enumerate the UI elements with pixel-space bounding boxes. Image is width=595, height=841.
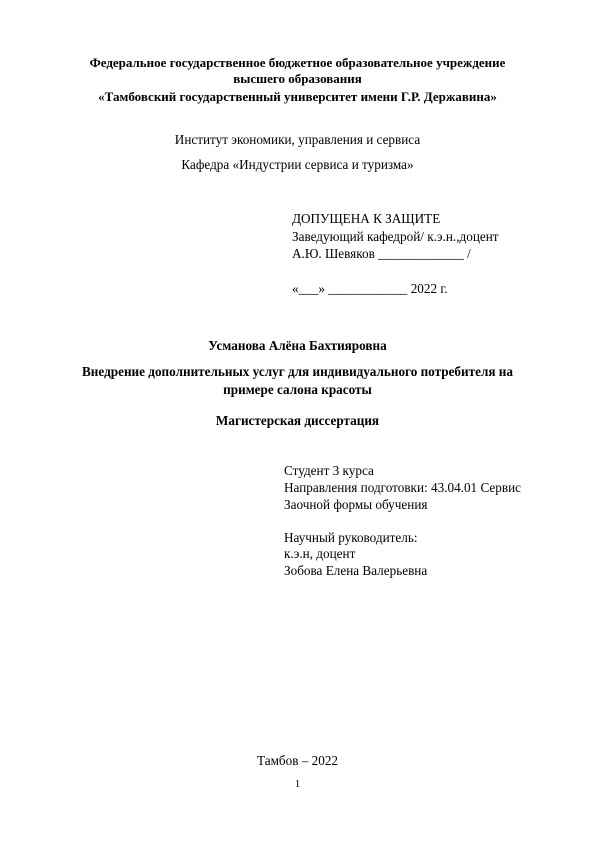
student-course: Студент 3 курса <box>284 463 374 478</box>
supervisor-label: Научный руководитель: <box>284 530 418 545</box>
university-header-line3: «Тамбовский государственный университет имени Г.Р. Державина» <box>98 89 497 104</box>
city-year: Тамбов – 2022 <box>256 753 339 768</box>
author-name: Усманова Алёна Бахтияровна <box>208 338 387 353</box>
student-direction: Направления подготовки: 43.04.01 Сервис <box>284 480 521 495</box>
thesis-title-line1: Внедрение дополнительных услуг для индивидуального потребителя на <box>82 364 513 379</box>
university-header-line1: Федеральное государственное бюджетное образовательное учреждение <box>89 55 506 70</box>
student-form: Заочной формы обучения <box>284 497 428 512</box>
university-header-line2: высшего образования <box>233 71 362 86</box>
supervisor-degree: к.э.н, доцент <box>284 546 356 561</box>
thesis-title-line2: примере салона красоты <box>223 382 372 397</box>
work-type: Магистерская диссертация <box>215 413 380 428</box>
admission-head: А.Ю. Шевяков _____________ / <box>292 246 471 261</box>
institute-name: Институт экономики, управления и сервиса <box>174 132 421 147</box>
admission-position: Заведующий кафедрой/ к.э.н.,доцент <box>292 229 499 244</box>
department-name: Кафедра «Индустрии сервиса и туризма» <box>181 157 414 172</box>
page-number: 1 <box>294 778 301 790</box>
admission-title: ДОПУЩЕНА К ЗАЩИТЕ <box>292 211 441 226</box>
supervisor-name: Зобова Елена Валерьевна <box>284 563 428 578</box>
admission-date: «___» ____________ 2022 г. <box>292 281 448 296</box>
